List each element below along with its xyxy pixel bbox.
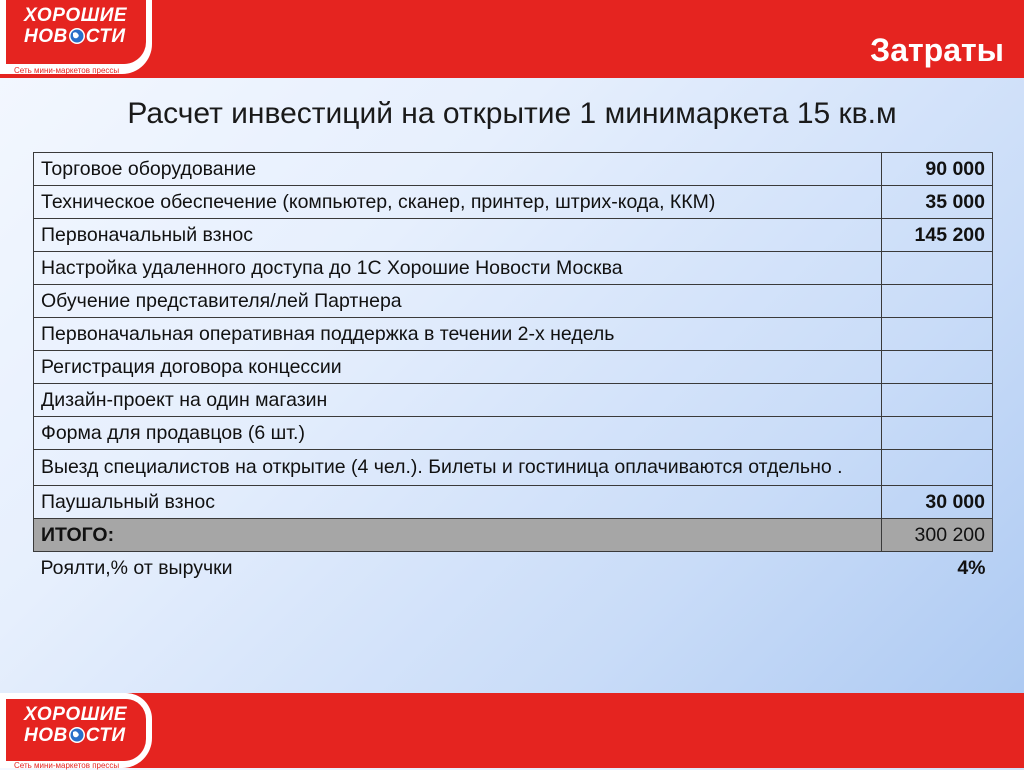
cost-item-value xyxy=(882,318,993,351)
cost-item-name: Первоначальный взнос xyxy=(34,219,882,252)
cost-item-value xyxy=(882,252,993,285)
cost-item-name: Выезд специалистов на открытие (4 чел.). Билеты и гостиница оплачиваются отдельно . xyxy=(34,450,882,486)
table-row xyxy=(34,450,993,486)
logo-text-line1: ХОРОШИЕ xyxy=(24,704,128,725)
cost-item-value xyxy=(882,417,993,450)
table-row xyxy=(34,351,993,384)
cost-item-value xyxy=(882,351,993,384)
table-row xyxy=(34,219,993,252)
total-value: 300 200 xyxy=(882,519,993,552)
cost-item-name: Первоначальная оперативная поддержка в течении 2-х недель xyxy=(34,318,882,351)
table-row xyxy=(34,384,993,417)
logo-text-line2: НОВ СТИ xyxy=(24,725,126,746)
cost-item-name: Форма для продавцов (6 шт.) xyxy=(34,417,882,450)
cost-item-name: Паушальный взнос xyxy=(34,486,882,519)
royalty-label: Роялти,% от выручки xyxy=(40,557,233,579)
globe-icon xyxy=(68,27,86,45)
table-row xyxy=(34,186,993,219)
total-row xyxy=(34,519,993,552)
slide-title: Расчет инвестиций на открытие 1 минимаркета 15 кв.м xyxy=(127,97,897,130)
cost-item-name: Настройка удаленного доступа до 1С Хорошие Новости Москва xyxy=(34,252,882,285)
cost-item-name: Торговое оборудование xyxy=(34,153,882,186)
cost-item-name: Техническое обеспечение (компьютер, сканер, принтер, штрих-кода, ККМ) xyxy=(34,186,882,219)
cost-item-name: Регистрация договора концессии xyxy=(34,351,882,384)
cost-item-value xyxy=(882,285,993,318)
table-row xyxy=(34,417,993,450)
cost-item-value: 90 000 xyxy=(882,153,993,186)
table-row xyxy=(34,285,993,318)
footer-bar xyxy=(0,693,1024,768)
table-row xyxy=(34,486,993,519)
table-row xyxy=(34,252,993,285)
royalty-row xyxy=(34,552,993,585)
investment-table xyxy=(33,152,993,584)
logo-text-line1: ХОРОШИЕ xyxy=(24,5,128,26)
table-row xyxy=(34,318,993,351)
brand-logo-bottom xyxy=(0,693,152,768)
cost-item-value: 35 000 xyxy=(882,186,993,219)
cost-item-value xyxy=(882,450,993,486)
cost-item-value: 30 000 xyxy=(882,486,993,519)
brand-logo-top xyxy=(0,0,152,74)
cost-item-value: 145 200 xyxy=(882,219,993,252)
logo-tagline: Сеть мини-маркетов прессы xyxy=(14,66,120,75)
cost-item-name: Обучение представителя/лей Партнера xyxy=(34,285,882,318)
table-row xyxy=(34,153,993,186)
logo-tagline: Сеть мини-маркетов прессы xyxy=(14,761,120,770)
logo-text-line2: НОВ СТИ xyxy=(24,26,126,47)
globe-icon xyxy=(68,726,86,744)
cost-item-value xyxy=(882,384,993,417)
cost-item-name: Дизайн-проект на один магазин xyxy=(34,384,882,417)
header-title: Затраты xyxy=(870,32,1004,68)
royalty-value: 4% xyxy=(957,557,986,579)
total-label: ИТОГО: xyxy=(34,519,882,552)
